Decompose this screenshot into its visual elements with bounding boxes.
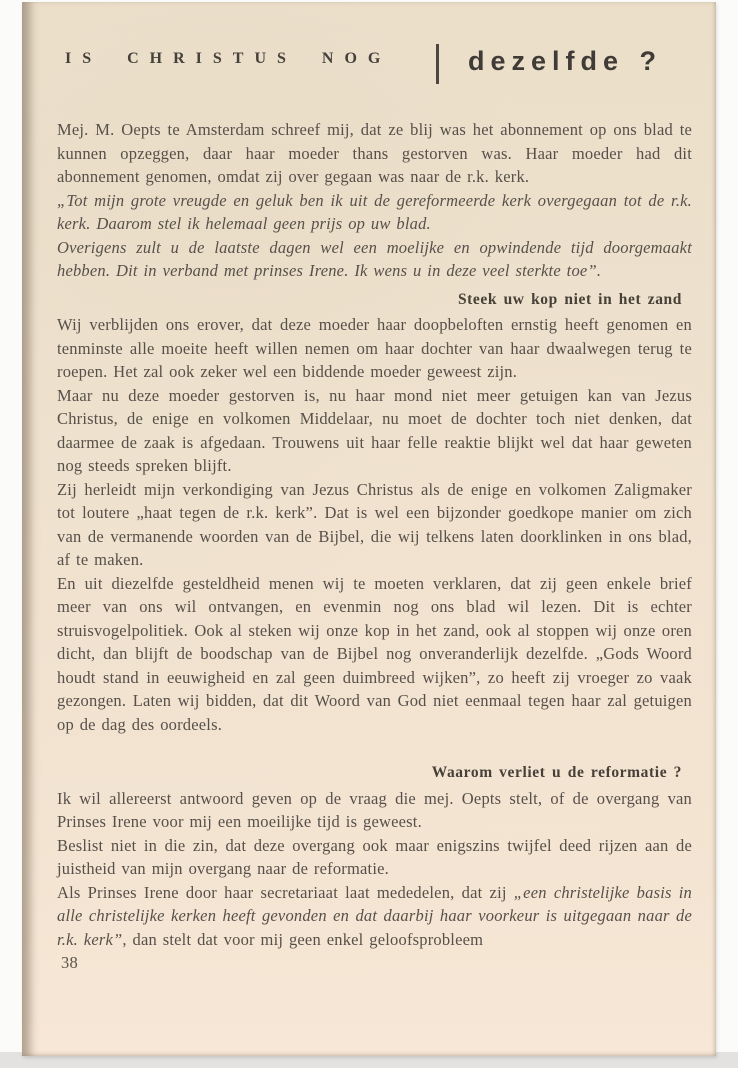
- paragraph: Ik wil allereerst antwoord geven op de vraag die mej. Oepts stelt, of de overgang van Prinses Irene voor mij een moeilijke tijd is geweest.: [57, 788, 692, 831]
- header-divider-rule: [436, 44, 439, 84]
- paragraph: Beslist niet in die zin, dat deze overgang ook maar enigszins twijfel deed rijzen aan de juistheid van mijn overgang naar de reformatie.: [57, 835, 692, 878]
- letter-quote: Overigens zult u de laatste dagen wel een moelijke en opwindende tijd doorgemaakt hebben. Dit in verband met prinses Irene. Ik wens u in deze veel sterkte toe”.: [57, 237, 692, 280]
- section-heading-steek: Steek uw kop niet in het zand: [457, 290, 682, 308]
- paragraph-mixed: [57, 881, 692, 952]
- paragraph: Wij verblijden ons erover, dat deze moeder haar doopbeloften ernstig heeft genomen en tenminste alle moeite heeft willen nemen om haar dochter van haar dwaalwegen terug te roepen. Het zal ook zeker wel een biddende moeder geweest zijn.: [57, 315, 692, 381]
- paragraph: Zij herleidt mijn verkondiging van Jezus Christus als de enige en volkomen Zaligmaker tot loutere „haat tegen de r.k. kerk”. Dat is wel een bijzonder goedkope manier om zich van de vermanende woorden van de Bijbel, die wij telkens laten doorklinken in ons blad, af te maken.: [57, 479, 692, 569]
- paragraph: En uit diezelfde gesteldheid menen wij te moeten verklaren, dat zij geen enkele brief meer van ons wil ontvangen, en evenmin nog ons blad wil lezen. Dit is echter struisvogelpolitiek. Ook al steken wij onze kop in het zand, ook al stoppen wij onze oren dicht, dan blijft de boodschap van de Bijbel nog onveranderlijk dezelfde. „Gods Woord houdt stand in eeuwigheid en zal geen duimbreed wijken”, zo heeft zij vroeger zo vaak gezongen. Laten wij bidden, dat dit Woord van God niet eenmaal tegen haar zal getuigen op de dag des oordeels.: [57, 573, 692, 734]
- text-segment: Als Prinses Irene door haar secretariaat laat mededelen, dat zij: [57, 882, 514, 902]
- section-heading-waarom: Waarom verliet u de reformatie ?: [431, 764, 682, 781]
- article-title: dezelfde ?: [468, 46, 663, 76]
- letter-quote: „Tot mijn grote vreugde en geluk ben ik uit de gereformeerde kerk overgegaan tot de r.k. kerk. Daarom stel ik helemaal geen prijs op uw blad.: [57, 190, 692, 233]
- text-segment-quote: „een christelijke basis in alle christelijke kerken heeft gevonden en dat daarbij haar voorkeur is uitgegaan naar de r.k. kerk”: [57, 882, 692, 949]
- page-number: 38: [61, 953, 78, 972]
- article-body: [57, 118, 692, 975]
- text-segment: , dan stelt dat voor mij geen enkel geloofsprobleem: [122, 929, 484, 949]
- page-header: [22, 2, 716, 118]
- paragraph-intro: Mej. M. Oepts te Amsterdam schreef mij, dat ze blij was het abonnement op ons blad te kunnen opzeggen, daar haar moeder thans gestorven was. Haar moeder had dit abonnement genomen, omdat zij over gegaan was naar de r.k. kerk.: [57, 120, 692, 186]
- series-title: IS CHRISTUS NOG: [65, 50, 392, 67]
- magazine-page: [22, 2, 716, 1056]
- paragraph: Maar nu deze moeder gestorven is, nu haar mond niet meer getuigen kan van Jezus Christus, de enige en volkomen Middelaar, nu moet de dochter toch niet denken, dat daarmee de zaak is afgedaan. Trouwens uit haar felle reaktie blijkt wel dat haar geweten nog steeds spreken blijft.: [57, 385, 692, 475]
